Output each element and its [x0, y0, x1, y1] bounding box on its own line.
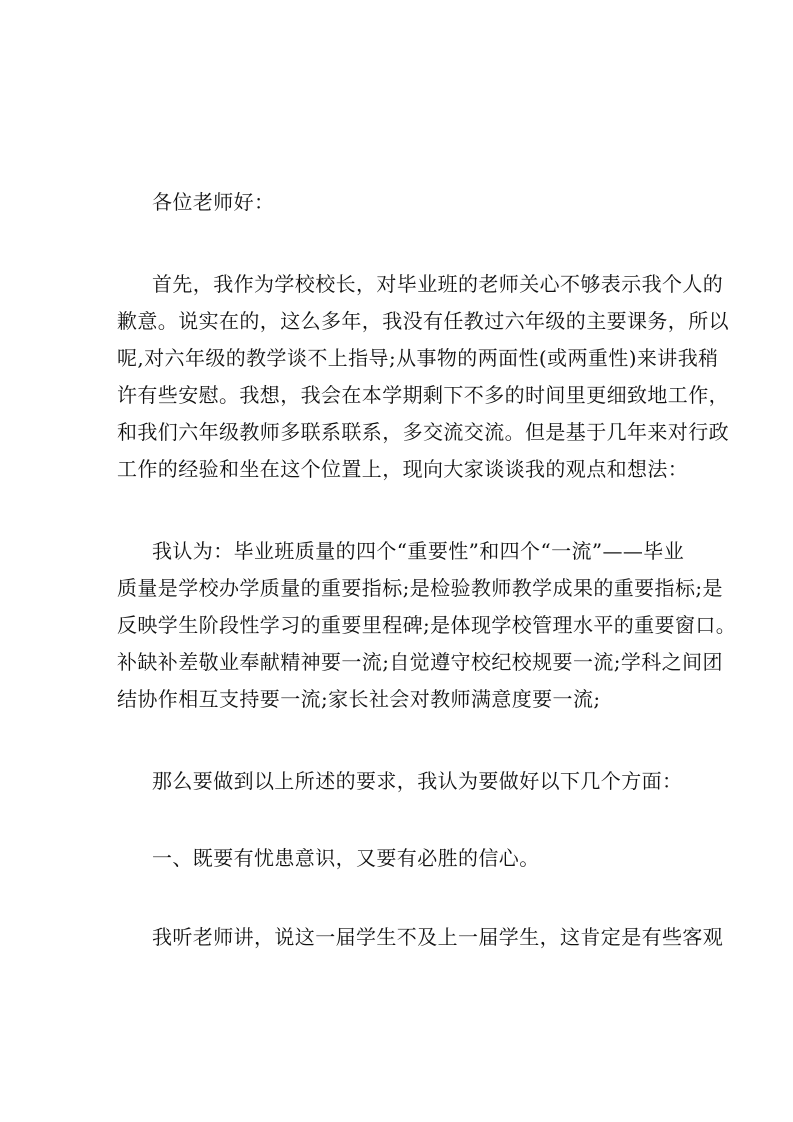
greeting: 各位老师好：	[152, 190, 275, 214]
paragraph-line: 呢,对六年级的教学谈不上指导;从事物的两面性(或两重性)来讲我稍	[117, 346, 719, 370]
paragraph-line: 歉意。说实在的，这么多年，我没有任教过六年级的主要课务，所以	[117, 309, 729, 333]
paragraph-line: 首先，我作为学校校长，对毕业班的老师关心不够表示我个人的	[152, 272, 724, 296]
paragraph-line: 结协作相互支持要一流;家长社会对教师满意度要一流;	[117, 687, 601, 711]
paragraph-line: 我认为：毕业班质量的四个“重要性”和四个“一流”——毕业	[152, 539, 685, 563]
paragraph-line: 我听老师讲，说这一届学生不及上一届学生，这肯定是有些客观	[152, 925, 724, 949]
paragraph-line: 补缺补差敬业奉献精神要一流;自觉遵守校纪校规要一流;学科之间团	[117, 650, 723, 674]
paragraph-line: 反映学生阶段性学习的重要里程碑;是体现学校管理水平的重要窗口。	[117, 613, 737, 637]
paragraph-line: 许有些安慰。我想，我会在本学期剩下不多的时间里更细致地工作，	[117, 383, 729, 407]
paragraph-line: 质量是学校办学质量的重要指标;是检验教师教学成果的重要指标;是	[117, 576, 723, 600]
paragraph-line: 工作的经验和坐在这个位置上，现向大家谈谈我的观点和想法：	[117, 457, 689, 481]
section-heading: 一、既要有忧患意识，又要有必胜的信心。	[152, 846, 540, 870]
paragraph-line: 那么要做到以上所述的要求，我认为要做好以下几个方面：	[152, 769, 683, 793]
paragraph-line: 和我们六年级教师多联系联系，多交流交流。但是基于几年来对行政	[117, 420, 729, 444]
